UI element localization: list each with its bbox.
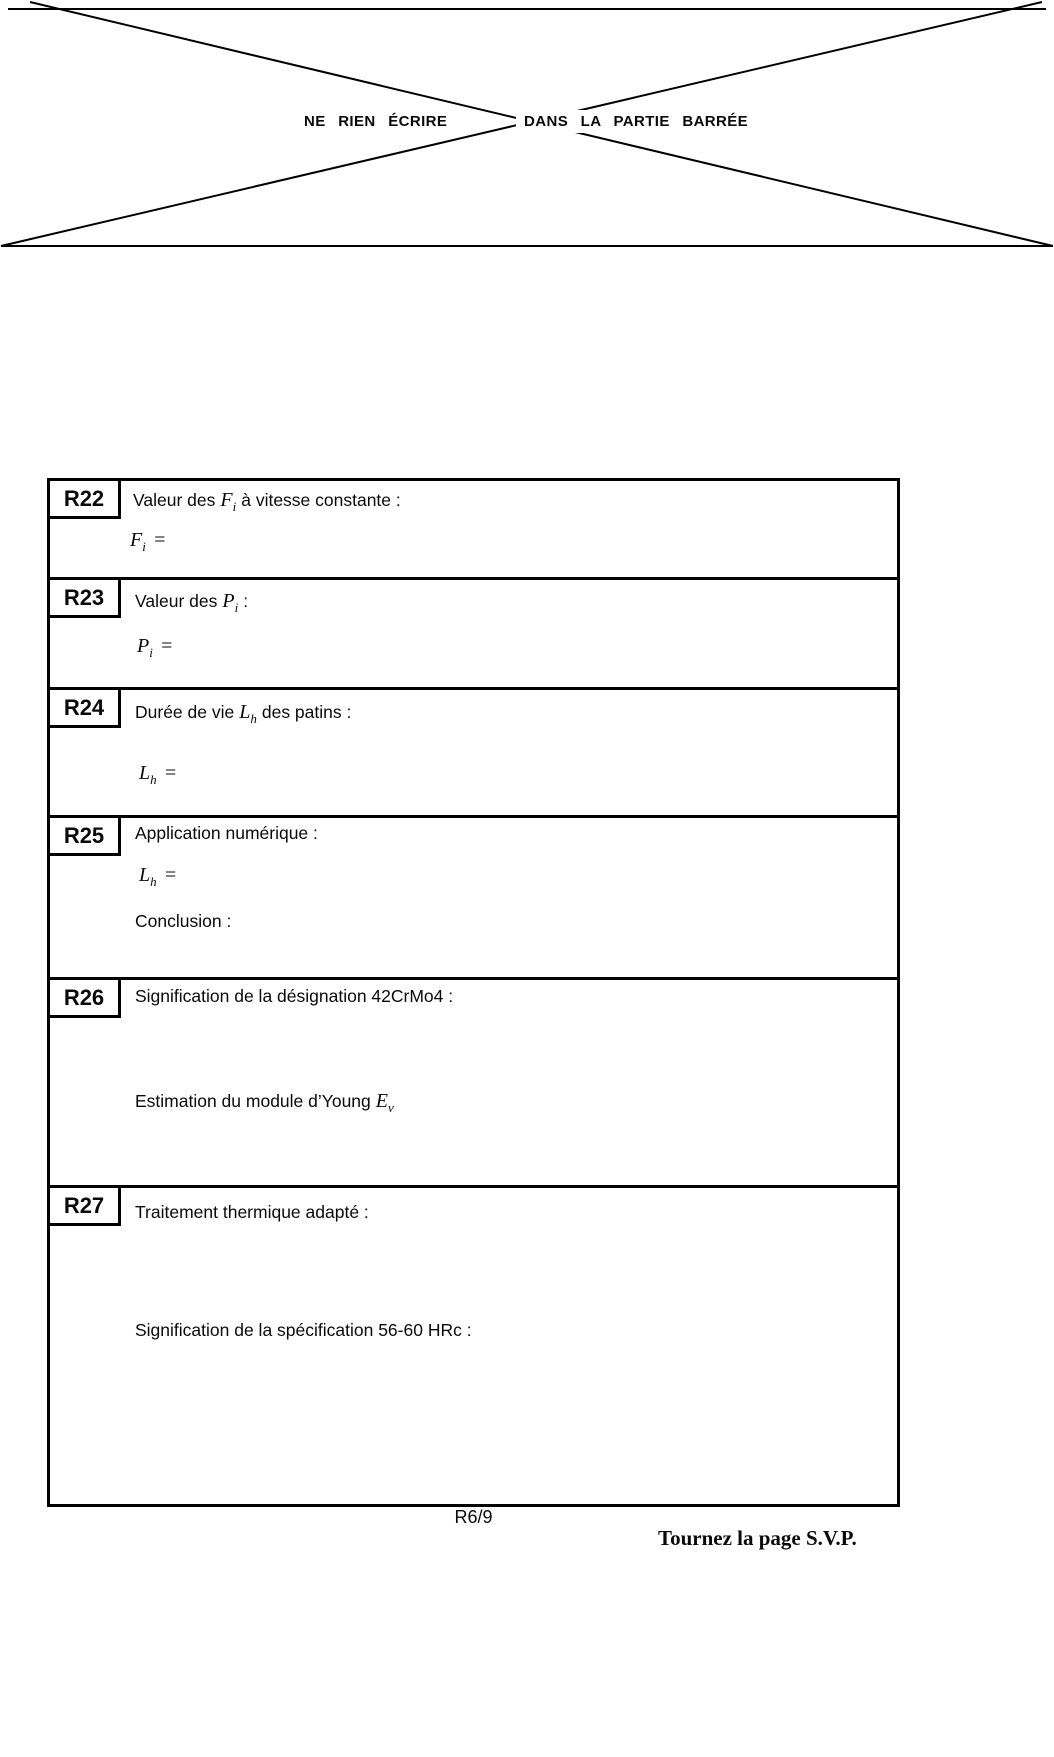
answer-table [47,478,900,1507]
label-r27 [47,1185,121,1226]
r23-question-suffix: : [243,591,249,611]
section-r24 [50,690,897,818]
r22-answer-symbol: $F_i$ = [130,529,167,554]
r24-answer-line [139,762,177,785]
r22-question-suffix: à vitesse constante : [241,490,401,510]
r27-question-2: Signification de la spécification 56-60 HRc : [135,1320,472,1340]
r25-answer-symbol: $L_h$ = [139,864,178,889]
section-r26 [50,980,897,1188]
label-r27-text: R27 [63,1192,105,1218]
label-r26-text: R26 [63,984,105,1010]
label-r26 [47,977,121,1018]
section-r23 [50,580,897,690]
label-r24-text: R24 [63,694,105,720]
page-number: R6/9 [454,1507,493,1527]
r24-math-symbol: $L_h$ [239,701,257,726]
r24-answer-symbol: $L_h$ = [139,762,178,787]
r23-math-symbol: $P_i$ [222,590,239,615]
r22-question [133,489,401,512]
r26-question-2 [135,1090,399,1113]
r24-question-suffix: des patins : [261,702,352,722]
turn-page-note: Tournez la page S.V.P. [658,1526,857,1550]
label-r23 [47,577,121,618]
r22-answer-line [130,529,166,552]
r23-answer-symbol: $P_i$ = [137,635,174,660]
label-r22 [47,478,121,519]
label-r23-text: R23 [63,584,105,610]
r26-question-1: Signification de la désignation 42CrMo4 : [135,986,454,1006]
r24-question [135,701,351,724]
r26-question-2-prefix: Estimation du module d’Young [135,1091,371,1111]
r26-math-symbol: $E_v$ [375,1090,394,1115]
banner-text-left: NE RIEN ÉCRIRE [296,110,455,133]
label-r22-text: R22 [63,485,105,511]
r22-question-prefix: Valeur des [133,490,216,510]
r23-answer-line [137,635,173,658]
r25-answer-line [139,864,177,887]
banner-text-right: DANS LA PARTIE BARRÉE [516,110,756,133]
r25-conclusion: Conclusion : [135,911,232,931]
label-r25 [47,815,121,856]
r22-math-symbol: $F_i$ [220,489,237,514]
crossed-out-banner [0,0,1054,262]
r27-question-1: Traitement thermique adapté : [135,1202,369,1222]
label-r25-text: R25 [63,822,105,848]
r23-question [135,590,248,613]
section-r22 [50,481,897,580]
label-r24 [47,687,121,728]
section-r25 [50,818,897,980]
r25-question: Application numérique : [135,823,318,843]
r24-question-prefix: Durée de vie [135,702,235,722]
r23-question-prefix: Valeur des [135,591,218,611]
section-r27 [50,1188,897,1504]
